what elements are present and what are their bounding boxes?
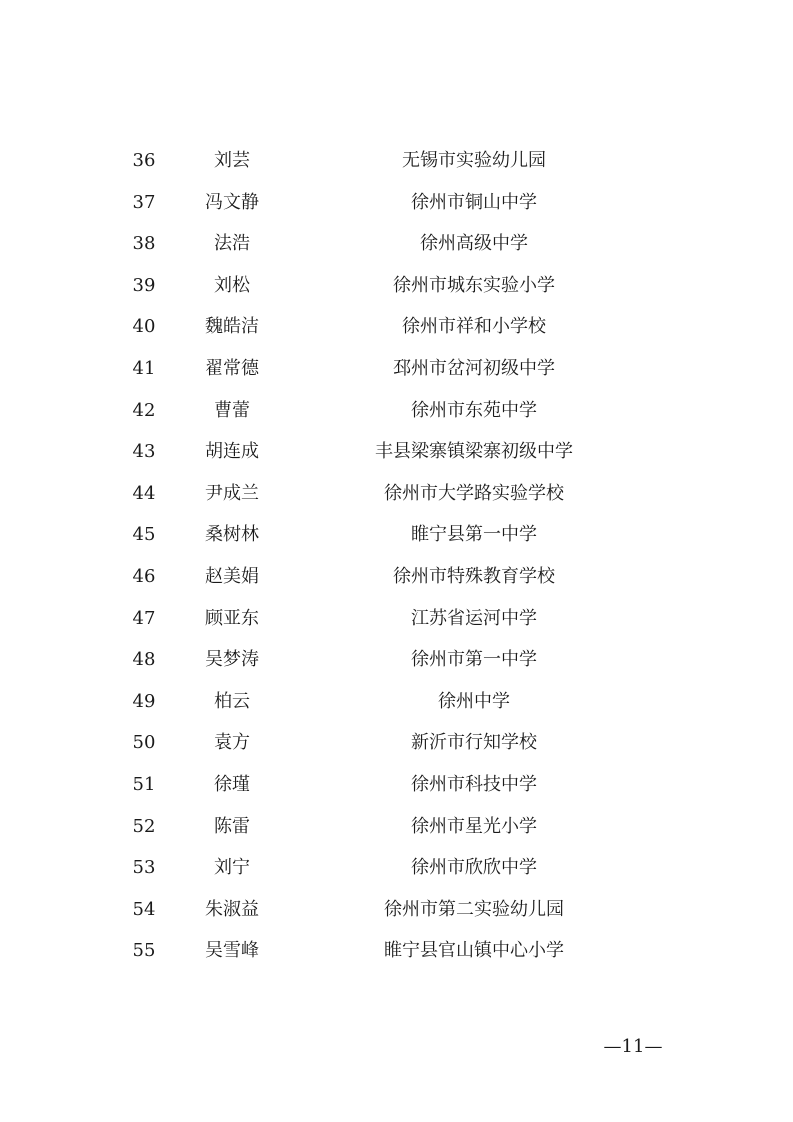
list-row (0, 806, 793, 848)
list-row (0, 681, 793, 723)
school-name: 徐州高级中学 (420, 233, 528, 255)
person-name: 法浩 (214, 233, 250, 255)
person-name: 袁方 (214, 732, 250, 754)
person-name: 柏云 (214, 690, 250, 712)
school-name: 徐州中学 (438, 690, 510, 712)
row-number: 50 (132, 732, 156, 754)
row-number: 49 (132, 690, 156, 712)
person-name: 赵美娟 (205, 565, 259, 587)
school-name: 徐州市第二实验幼儿园 (384, 898, 564, 920)
school-name: 新沂市行知学校 (411, 732, 537, 754)
list-row (0, 348, 793, 390)
school-name: 邳州市岔河初级中学 (393, 357, 555, 379)
row-number: 37 (132, 191, 156, 213)
school-name: 徐州市第一中学 (411, 649, 537, 671)
school-name: 睢宁县第一中学 (411, 524, 537, 546)
person-name: 徐瑾 (214, 773, 250, 795)
list-row (0, 639, 793, 681)
school-name: 江苏省运河中学 (411, 607, 537, 629)
row-number: 44 (132, 482, 156, 504)
person-name: 朱淑益 (205, 898, 259, 920)
person-name: 刘宁 (214, 857, 250, 879)
person-name: 魏皓洁 (205, 316, 259, 338)
person-name: 吴梦涛 (205, 649, 259, 671)
school-name: 徐州市科技中学 (411, 773, 537, 795)
person-name: 胡连成 (205, 441, 259, 463)
row-number: 41 (132, 357, 156, 379)
person-name: 翟常德 (205, 357, 259, 379)
person-name: 顾亚东 (205, 607, 259, 629)
person-name: 陈雷 (214, 815, 250, 837)
person-name: 刘松 (214, 274, 250, 296)
school-name: 徐州市城东实验小学 (393, 274, 555, 296)
row-number: 40 (132, 316, 156, 338)
row-number: 45 (132, 524, 156, 546)
person-name: 吴雪峰 (205, 940, 259, 962)
list-row (0, 306, 793, 348)
list-row (0, 223, 793, 265)
school-name: 睢宁县官山镇中心小学 (384, 940, 564, 962)
school-name: 徐州市特殊教育学校 (393, 565, 555, 587)
row-number: 55 (132, 940, 156, 962)
list-row (0, 473, 793, 515)
row-number: 38 (132, 233, 156, 255)
school-name: 徐州市欣欣中学 (411, 857, 537, 879)
list-row (0, 722, 793, 764)
list-row (0, 930, 793, 972)
person-name: 曹蕾 (214, 399, 250, 421)
list-row (0, 514, 793, 556)
person-name: 尹成兰 (205, 482, 259, 504)
list-row (0, 390, 793, 432)
row-number: 47 (132, 607, 156, 629)
list-row (0, 140, 793, 182)
school-name: 丰县梁寨镇梁寨初级中学 (375, 441, 573, 463)
school-name: 徐州市大学路实验学校 (384, 482, 564, 504)
list-row (0, 847, 793, 889)
school-name: 徐州市星光小学 (411, 815, 537, 837)
school-name: 徐州市铜山中学 (411, 191, 537, 213)
person-name: 刘芸 (214, 150, 250, 171)
row-number: 42 (132, 399, 156, 421)
row-number: 54 (132, 898, 156, 920)
person-name: 桑树林 (205, 524, 259, 546)
list-row (0, 556, 793, 598)
list-row (0, 598, 793, 640)
list-row (0, 265, 793, 307)
row-number: 43 (132, 441, 156, 463)
school-name: 无锡市实验幼儿园 (402, 150, 546, 171)
school-name: 徐州市祥和小学校 (402, 316, 546, 338)
list-row (0, 182, 793, 224)
page-number: —11— (603, 1036, 663, 1057)
list-row (0, 431, 793, 473)
list-row (0, 889, 793, 931)
name-list (0, 140, 793, 972)
row-number: 46 (132, 565, 156, 587)
row-number: 39 (132, 274, 156, 296)
school-name: 徐州市东苑中学 (411, 399, 537, 421)
list-row (0, 764, 793, 806)
row-number: 53 (132, 857, 156, 879)
row-number: 51 (132, 773, 156, 795)
row-number: 52 (132, 815, 156, 837)
person-name: 冯文静 (205, 191, 259, 213)
row-number: 36 (132, 150, 156, 171)
row-number: 48 (132, 649, 156, 671)
